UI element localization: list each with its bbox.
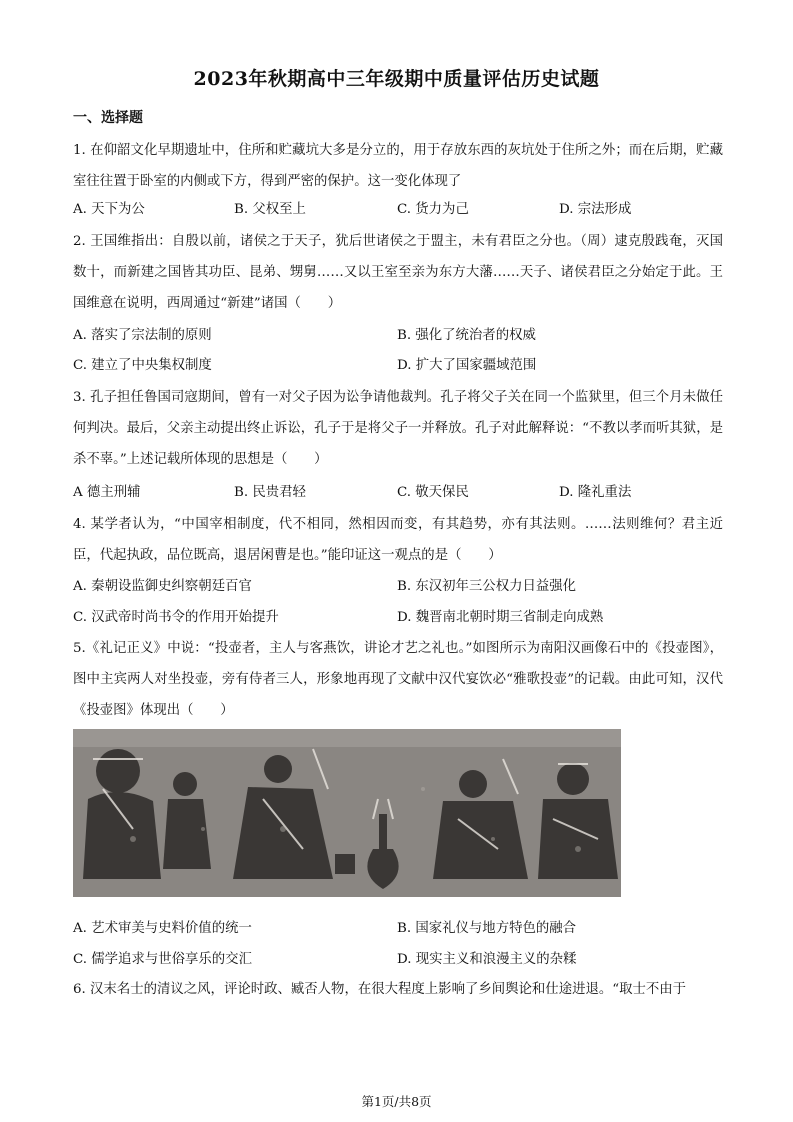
- option-b[interactable]: B. 东汉初年三公权力日益强化: [397, 579, 577, 594]
- option-c[interactable]: C. 敬天保民: [397, 485, 469, 500]
- option-a[interactable]: A. 落实了宗法制的原则: [73, 328, 212, 343]
- question-4-options-row1: [73, 575, 723, 601]
- option-b[interactable]: B. 父权至上: [234, 202, 306, 217]
- question-5-options-row2: [73, 948, 723, 974]
- option-a[interactable]: A 德主刑辅: [73, 485, 141, 500]
- option-d[interactable]: D. 现实主义和浪漫主义的杂糅: [397, 952, 577, 967]
- question-5-options-row1: [73, 917, 723, 943]
- question-4-options-row2: [73, 606, 723, 632]
- option-a[interactable]: A. 艺术审美与史料价值的统一: [73, 921, 252, 936]
- touhu-relief-image: [73, 729, 621, 897]
- question-2-options-row1: [73, 324, 723, 350]
- option-d[interactable]: D. 宗法形成: [559, 202, 632, 217]
- page-footer: 第1页/共8页: [361, 1094, 432, 1109]
- question-3-options: [73, 481, 723, 507]
- option-b[interactable]: B. 民贵君轻: [234, 485, 306, 500]
- question-6: 6. 汉末名士的清议之风，评论时政、臧否人物，在很大程度上影响了乡间舆论和仕途进退。“取士不由于: [73, 982, 687, 997]
- option-a[interactable]: A. 天下为公: [73, 202, 145, 217]
- question-3: 3. 孔子担任鲁国司寇期间，曾有一对父子因为讼争请他裁判。孔子将父子关在同一个监狱里，但三个月未做任何判决。最后，父亲主动提出终止诉讼，孔子于是将父子一并释放。孔子对此解释说：“不教以孝而听其狱，是杀不辜。”上述记载所体现的思想是（ ）: [73, 390, 723, 467]
- question-2: 2. 王国维指出：自殷以前，诸侯之于天子，犹后世诸侯之于盟主，未有君臣之分也。（周）逮克殷践奄，灭国数十，而新建之国皆其功臣、昆弟、甥舅……又以王室至亲为东方大藩……天子、诸侯君臣之分始定于此。王国维意在说明，西周通过“新建”诸国（ ）: [73, 234, 723, 311]
- option-d[interactable]: D. 隆礼重法: [559, 485, 632, 500]
- option-c[interactable]: C. 货力为己: [397, 202, 469, 217]
- option-c[interactable]: C. 汉武帝时尚书令的作用开始提升: [73, 610, 279, 625]
- question-2-options-row2: [73, 354, 723, 380]
- option-b[interactable]: B. 国家礼仪与地方特色的融合: [397, 921, 577, 936]
- question-1-options: [73, 198, 723, 224]
- option-b[interactable]: B. 强化了统治者的权威: [397, 328, 536, 343]
- question-4: 4. 某学者认为，“中国宰相制度，代不相同，然相因而变，有其趋势，亦有其法则。……法则维何？君主近臣，代起执政，品位既高，退居闲曹是也。”能印证这一观点的是（ ）: [73, 517, 723, 563]
- option-a[interactable]: A. 秦朝设监御史纠察朝廷百官: [73, 579, 252, 594]
- option-c[interactable]: C. 建立了中央集权制度: [73, 358, 212, 373]
- page-title: 2023年秋期高中三年级期中质量评估历史试题: [193, 68, 600, 90]
- question-1: 1. 在仰韶文化早期遗址中，住所和贮藏坑大多是分立的，用于存放东西的灰坑处于住所之外；而在后期，贮藏室往往置于卧室的内侧或下方，得到严密的保护。这一变化体现了: [73, 143, 723, 189]
- section-heading: 一、选择题: [73, 110, 143, 126]
- option-c[interactable]: C. 儒学追求与世俗享乐的交汇: [73, 952, 252, 967]
- option-d[interactable]: D. 魏晋南北朝时期三省制走向成熟: [397, 610, 604, 625]
- question-5: 5.《礼记正义》中说：“投壶者，主人与客燕饮，讲论才艺之礼也。”如图所示为南阳汉画像石中的《投壶图》，图中主宾两人对坐投壶，旁有侍者三人，形象地再现了文献中汉代宴饮必“雅歌投壶”的记载。由此可知，汉代《投壶图》体现出（ ）: [73, 641, 723, 718]
- option-d[interactable]: D. 扩大了国家疆域范围: [397, 358, 537, 373]
